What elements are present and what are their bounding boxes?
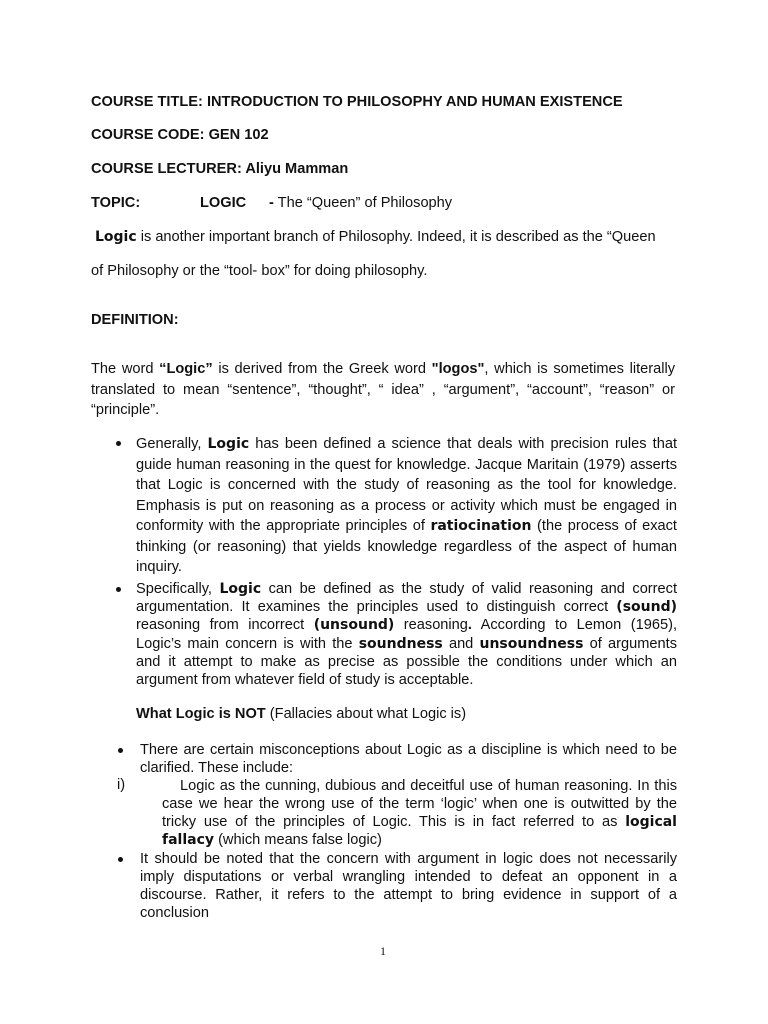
course-code: COURSE CODE: GEN 102	[91, 127, 269, 143]
not-heading: What Logic is NOT	[136, 706, 266, 722]
course-lecturer: COURSE LECTURER: Aliyu Mamman	[91, 161, 349, 177]
def-bold-logos: "logos"	[431, 361, 485, 377]
b2-bold-unsoundness: unsoundness	[479, 635, 584, 652]
i-text-b: (which means false logic)	[214, 832, 382, 848]
i-text-a: Logic as the cunning, dubious and deceitful use of human reasoning. In this case we hear the wrong use of the term ‘logic’ when one is outwitted by the tricky use of the principles of Logic. This is in fact referred to as	[162, 778, 677, 830]
bullet-dot	[116, 441, 121, 446]
def-bold-logic: “Logic”	[159, 361, 213, 377]
b1-bold-ratiocination: ratiocination	[430, 518, 532, 534]
b2-text-d: reasoning	[394, 617, 468, 634]
bullet-specifically	[136, 580, 677, 689]
b1-bold: Logic	[207, 436, 250, 452]
def-text-2: is derived from the Greek word	[212, 361, 432, 377]
def-text-3: , which is sometimes literally translated to mean “sentence”, “thought”, “ idea” , “argument”, “account”, “reason” or “principle”.	[91, 361, 676, 418]
b2-text-b: can be defined as the study of valid reasoning and correct argumentation. It examines the principles used to distinguish correct	[136, 581, 677, 616]
bullet-dot	[118, 748, 123, 753]
topic-subtitle-wrap	[269, 195, 452, 211]
definition-paragraph	[91, 359, 675, 421]
bullet-dot	[118, 857, 123, 862]
b2-bold-soundness: soundness	[358, 635, 443, 652]
b2-dot: .	[467, 617, 472, 634]
b1-text-c: (the process of exact thinking (or reasoning) that yields knowledge regardless of the aspect of human inquiry.	[136, 518, 677, 575]
b2-text-a: Specifically,	[136, 581, 220, 597]
page-number: 1	[380, 944, 386, 958]
topic-dash: -	[269, 195, 274, 211]
bullet-misconceptions: There are certain misconceptions about Logic as a discipline is which need to be clarified. These include:	[140, 742, 677, 776]
not-subheading: (Fallacies about what Logic is)	[265, 706, 467, 722]
b2-text-c: reasoning from incorrect	[136, 617, 314, 634]
b2-text-e: According to Lemon (1965), Logic’s main concern is with the	[136, 617, 677, 652]
b2-text-g: of arguments and it attempt to make as precise as possible the conditions under which an argument from whatever field of study is acceptable.	[136, 635, 677, 689]
course-title: COURSE TITLE: INTRODUCTION TO PHILOSOPHY AND HUMAN EXISTENCE	[91, 94, 623, 110]
topic-line	[91, 195, 453, 211]
i-bold-fallacy: logical fallacy	[162, 814, 677, 848]
b1-text-b: has been defined a science that deals with precision rules that guide human reasoning in the quest for knowledge. Jacque Maritain (1979) asserts that Logic is concerned with the study of reasoning as the tool for knowledge. Emphasis is put on reasoning as a process or activity which must be engaged in conformity with the appropriate principles of	[136, 436, 678, 534]
def-text-1: The word	[91, 361, 160, 377]
topic-label: TOPIC:	[91, 195, 141, 211]
not-heading-line	[136, 706, 466, 722]
bullet-argument: It should be noted that the concern with argument in logic does not necessarily imply disputations or verbal wrangling intended to defeat an opponent in a discourse. Rather, it refers to the attempt to bring evidence in support of a conclusion	[140, 851, 677, 921]
item-cunning	[162, 777, 677, 849]
b2-bold: Logic	[219, 581, 262, 597]
intro-line-2: of Philosophy or the “tool- box” for doing philosophy.	[91, 263, 428, 279]
list-number-i: i)	[117, 777, 126, 793]
b2-bold-unsound: (unsound)	[313, 617, 395, 634]
b2-bold-sound: (sound)	[616, 599, 677, 616]
bullet-dot	[116, 587, 121, 592]
intro-bold: Logic	[95, 229, 137, 245]
bullet-generally	[136, 434, 677, 578]
definition-heading: DEFINITION:	[91, 312, 179, 328]
b1-text-a: Generally,	[136, 436, 208, 452]
topic-name: LOGIC	[200, 195, 247, 211]
topic-subtitle: The “Queen” of Philosophy	[277, 195, 453, 211]
intro-text-1: is another important branch of Philosophy. Indeed, it is described as the “Queen	[136, 229, 656, 245]
intro-line-1	[95, 229, 656, 245]
b2-text-f: and	[442, 635, 480, 652]
